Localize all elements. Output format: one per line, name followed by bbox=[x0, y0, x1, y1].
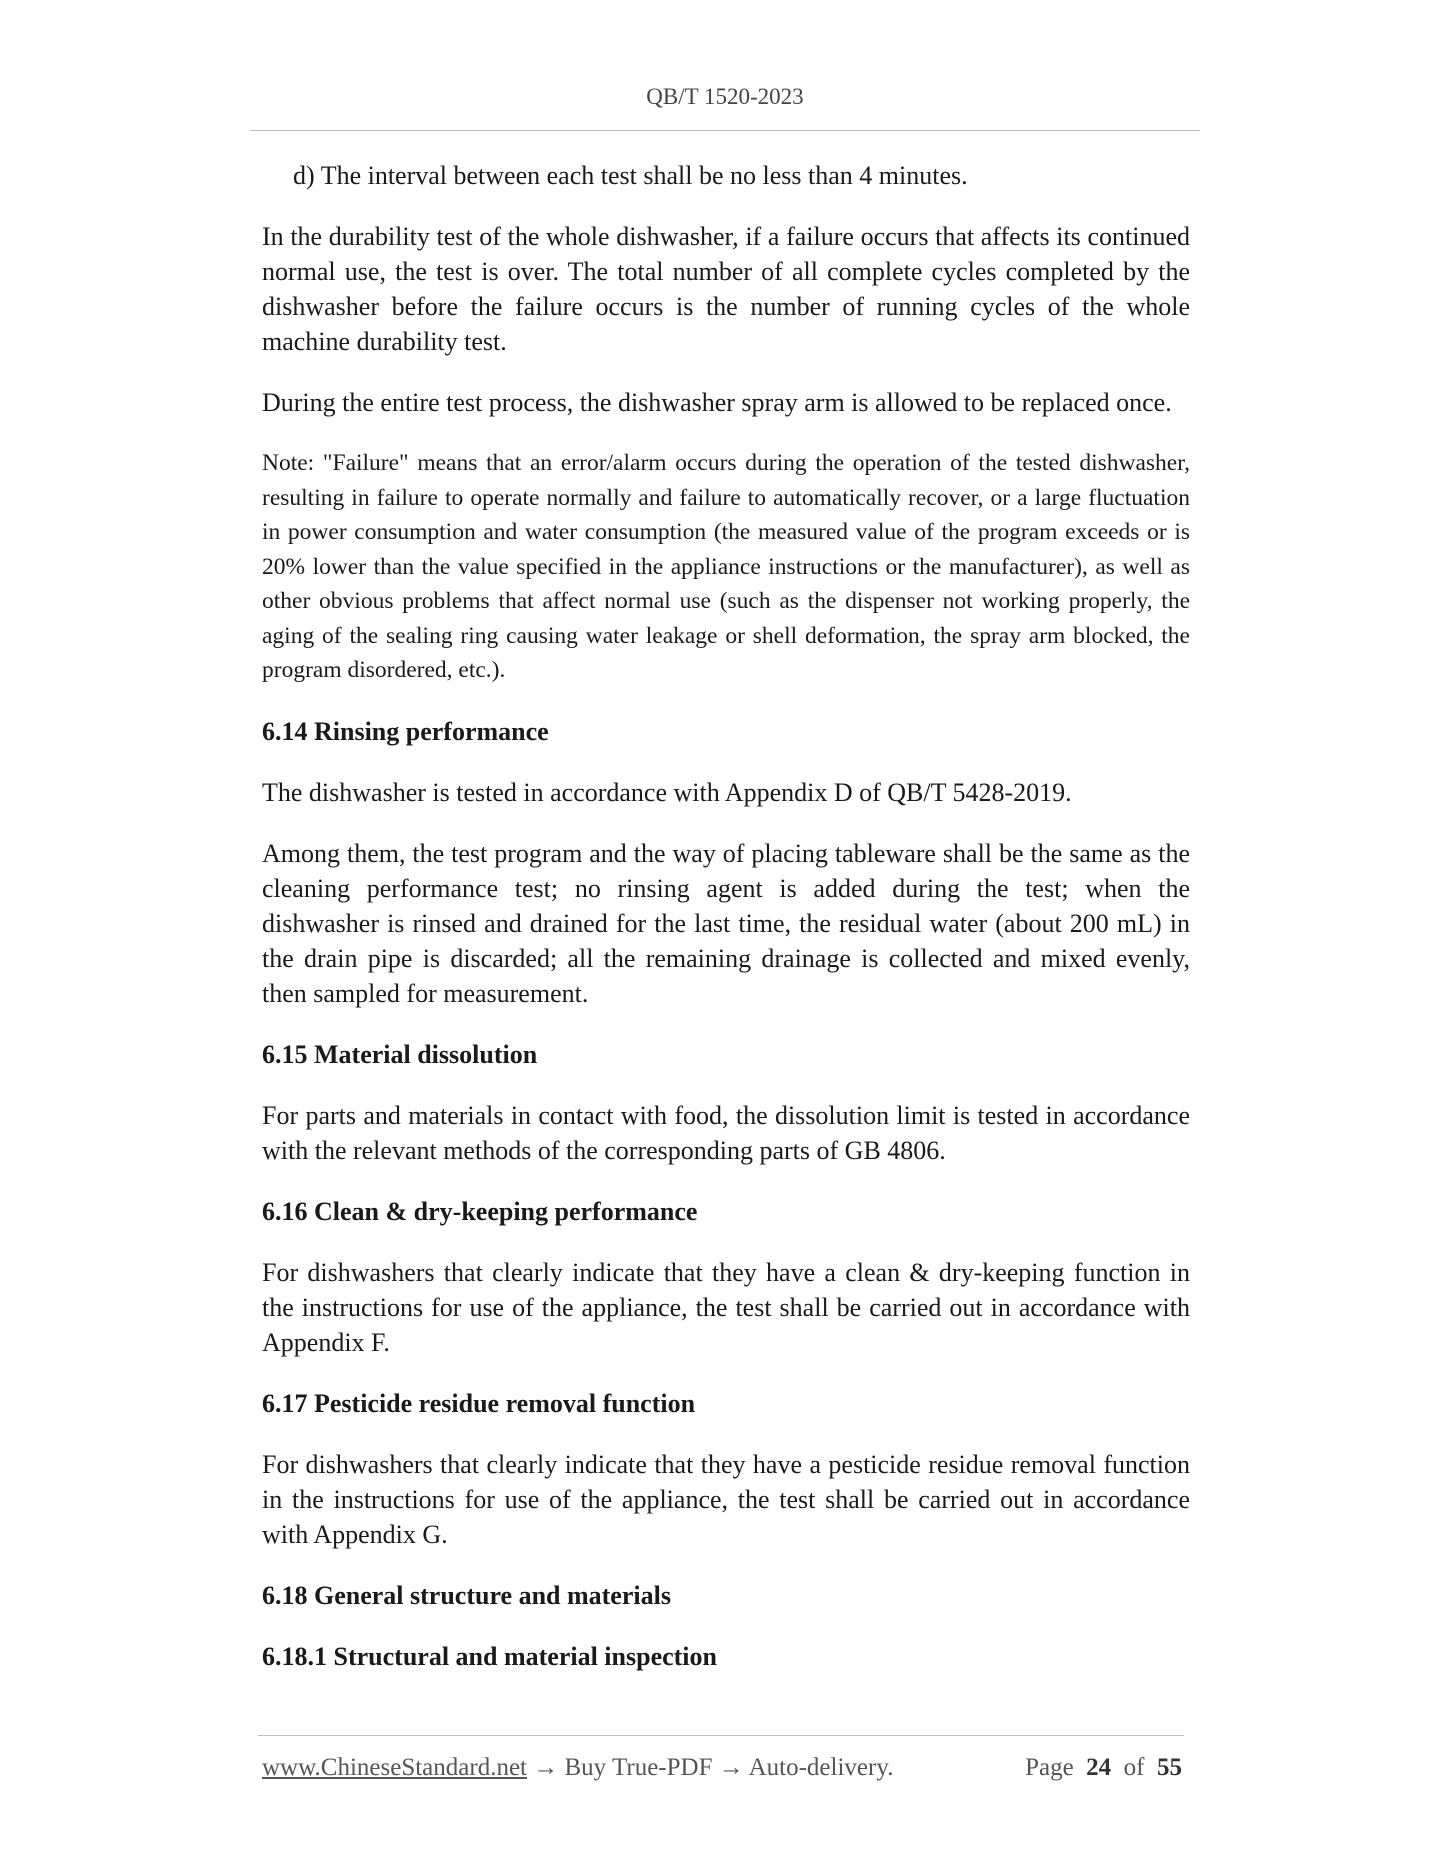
list-item-d: d) The interval between each test shall be no less than 4 minutes. bbox=[293, 161, 968, 190]
paragraph-6-14-b: Among them, the test program and the way of placing tableware shall be the same as the cleaning performance test; no rinsing agent is added during the test; when the dishwasher is rinsed and drained for the last time, the residual water (about 200 mL) in the drain pipe is discarded; all the remaining drainage is collected and mixed evenly, then sampled for measurement. bbox=[262, 838, 1190, 1008]
paragraph-6-17: For dishwashers that clearly indicate that they have a pesticide residue removal function in the instructions for use of the appliance, the test shall be carried out in accordance with Appendix G. bbox=[262, 1449, 1190, 1549]
section-heading-6-16: 6.16 Clean & dry-keeping performance bbox=[262, 1196, 698, 1226]
paragraph-spray-arm: During the entire test process, the dishwasher spray arm is allowed to be replaced once. bbox=[262, 388, 1172, 417]
section-heading-6-18: 6.18 General structure and materials bbox=[262, 1580, 671, 1610]
of-label: of bbox=[1123, 1754, 1145, 1781]
page-body bbox=[262, 158, 1190, 1700]
paragraph-6-14-a: The dishwasher is tested in accordance with Appendix D of QB/T 5428-2019. bbox=[262, 777, 1072, 807]
site-link[interactable]: www.ChineseStandard.net bbox=[262, 1754, 527, 1781]
footer-tagline: → Buy True-PDF → Auto-delivery. bbox=[527, 1754, 894, 1781]
header-divider bbox=[250, 130, 1200, 131]
failure-note: Note: "Failure" means that an error/alarm occurs during the operation of the tested dishwasher, resulting in failure to operate normally and failure to automatically recover, or a large fluctuation in power consumption and water consumption (the measured value of the program exceeds or is 20% lower than the value specified in the appliance instructions or the manufacturer), as well as other obvious problems that affect normal use (such as the dispenser not working properly, the aging of the sealing ring causing water leakage or shell deformation, the spray arm blocked, the program disordered, etc.). bbox=[262, 450, 1190, 683]
paragraph-6-15: For parts and materials in contact with food, the dissolution limit is tested in accordance with the relevant methods of the corresponding parts of GB 4806. bbox=[262, 1100, 1190, 1165]
page-label: Page bbox=[1025, 1754, 1074, 1781]
paragraph-6-16: For dishwashers that clearly indicate that they have a clean & dry-keeping function in the instructions for use of the appliance, the test shall be carried out in accordance with Appendix F. bbox=[262, 1257, 1190, 1357]
page-indicator bbox=[1025, 1754, 1182, 1782]
section-heading-6-17: 6.17 Pesticide residue removal function bbox=[262, 1388, 696, 1418]
paragraph-durability: In the durability test of the whole dishwasher, if a failure occurs that affects its continued normal use, the test is over. The total number of all complete cycles completed by the dishwasher before the failure occurs is the number of running cycles of the whole machine durability test. bbox=[262, 222, 1190, 356]
section-heading-6-15: 6.15 Material dissolution bbox=[262, 1039, 538, 1069]
total-pages: 55 bbox=[1157, 1754, 1182, 1781]
section-heading-6-14: 6.14 Rinsing performance bbox=[262, 716, 549, 746]
footer-left bbox=[262, 1754, 893, 1782]
section-heading-6-18-1: 6.18.1 Structural and material inspection bbox=[262, 1641, 717, 1671]
running-header: QB/T 1520-2023 bbox=[646, 84, 804, 109]
page-number: 24 bbox=[1086, 1754, 1112, 1781]
footer-divider bbox=[258, 1735, 1184, 1736]
